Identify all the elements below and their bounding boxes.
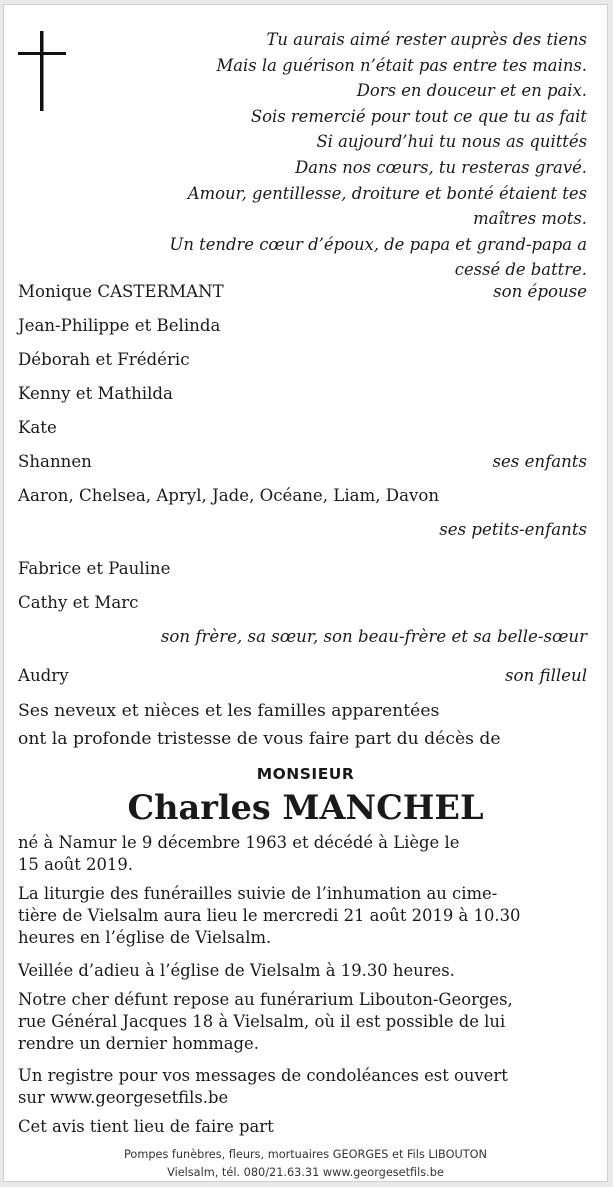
family-row-grandchildren (18, 484, 587, 508)
family-row-sibling (18, 591, 587, 615)
footer-line: Vielsalm, tél. 080/21.63.31 www.georgesetfils.be (167, 1166, 444, 1179)
paragraph-line: La liturgie des funérailles suivie de l’inhumation au cime- (18, 884, 498, 903)
paragraph-line: tière de Vielsalm aura lieu le mercredi 21 août 2019 à 10.30 (18, 906, 521, 925)
notice-paragraph (18, 1116, 563, 1138)
paragraph-line: 15 août 2019. (18, 855, 133, 874)
godson-name: Audry (18, 666, 69, 685)
birth-death-paragraph (18, 832, 563, 876)
family-row-child (18, 416, 587, 440)
paragraph-line: rue Général Jacques 18 à Vielsalm, où il est possible de lui (18, 1012, 506, 1031)
paragraph-line: sur www.georgesetfils.be (18, 1088, 229, 1107)
siblings-role: son frère, sa sœur, son beau-frère et sa belle-sœur (160, 627, 587, 646)
grandchildren-role: ses petits-enfants (439, 520, 587, 539)
deceased-name: Charles MANCHEL (127, 788, 484, 827)
paragraph-line: né à Namur le 9 décembre 1963 et décédé à Liège le (18, 833, 460, 852)
paragraph-line: Veillée d’adieu à l’église de Vielsalm à 19.30 heures. (18, 961, 455, 980)
vigil-paragraph (18, 960, 563, 982)
paragraph-line: rendre un dernier hommage. (18, 1034, 259, 1053)
poem-line: maîtres mots. (473, 209, 587, 229)
child-name: Kenny et Mathilda (18, 384, 173, 403)
poem-line: Tu aurais aimé rester auprès des tiens (266, 30, 587, 49)
family-row-godson (18, 664, 587, 688)
family-row-sibling (18, 557, 587, 581)
spouse-name: Monique CASTERMANT (18, 282, 224, 301)
poem-line: cessé de battre. (454, 260, 587, 280)
child-name: Déborah et Frédéric (18, 350, 190, 369)
poem-line: Si aujourd’hui tu nous as quittés (316, 132, 587, 152)
grandchildren-names: Aaron, Chelsea, Apryl, Jade, Océane, Liam, Davon (18, 486, 440, 505)
deceased-title: MONSIEUR (256, 765, 355, 783)
announcement-line: ont la profonde tristesse de vous faire part du décès de (18, 729, 501, 749)
family-row-child (18, 348, 587, 372)
obituary-notice (3, 4, 608, 1182)
children-role: ses enfants (492, 452, 587, 471)
poem-line: Amour, gentillesse, droiture et bonté étaient tes (187, 183, 587, 203)
child-name: Jean-Philippe et Belinda (18, 316, 221, 335)
paragraph-line: heures en l’église de Vielsalm. (18, 928, 272, 947)
family-row-child (18, 382, 587, 406)
paragraph-line: Un registre pour vos messages de condoléances est ouvert (18, 1066, 508, 1085)
cross-icon (18, 31, 66, 111)
poem-line: Un tendre cœur d’époux, de papa et grand-papa a (169, 234, 587, 254)
child-name: Shannen (18, 452, 92, 471)
poem (122, 27, 587, 283)
repose-paragraph (18, 989, 563, 1055)
family-row-child (18, 450, 587, 474)
godson-role: son filleul (505, 666, 587, 685)
registry-paragraph (18, 1065, 563, 1109)
child-name: Kate (18, 418, 57, 437)
funeral-home-footer (4, 1146, 607, 1182)
paragraph-line: Notre cher défunt repose au funérarium Libouton-Georges, (18, 990, 513, 1009)
sibling-name: Fabrice et Pauline (18, 559, 171, 578)
announcement-line: Ses neveux et nièces et les familles apparentées (18, 701, 440, 721)
spouse-role: son épouse (493, 282, 587, 301)
family-row-spouse (18, 280, 587, 304)
poem-line: Sois remercié pour tout ce que tu as fait (250, 106, 587, 126)
family-row-child (18, 314, 587, 338)
poem-line: Dans nos cœurs, tu resteras gravé. (295, 157, 587, 177)
poem-line: Mais la guérison n’était pas entre tes mains. (216, 55, 587, 75)
funeral-paragraph (18, 883, 563, 949)
poem-line: Dors en douceur et en paix. (356, 81, 587, 101)
sibling-name: Cathy et Marc (18, 593, 139, 612)
paragraph-line: Cet avis tient lieu de faire part (18, 1117, 274, 1136)
footer-line: Pompes funèbres, fleurs, mortuaires GEORGES et Fils LIBOUTON (124, 1148, 487, 1161)
